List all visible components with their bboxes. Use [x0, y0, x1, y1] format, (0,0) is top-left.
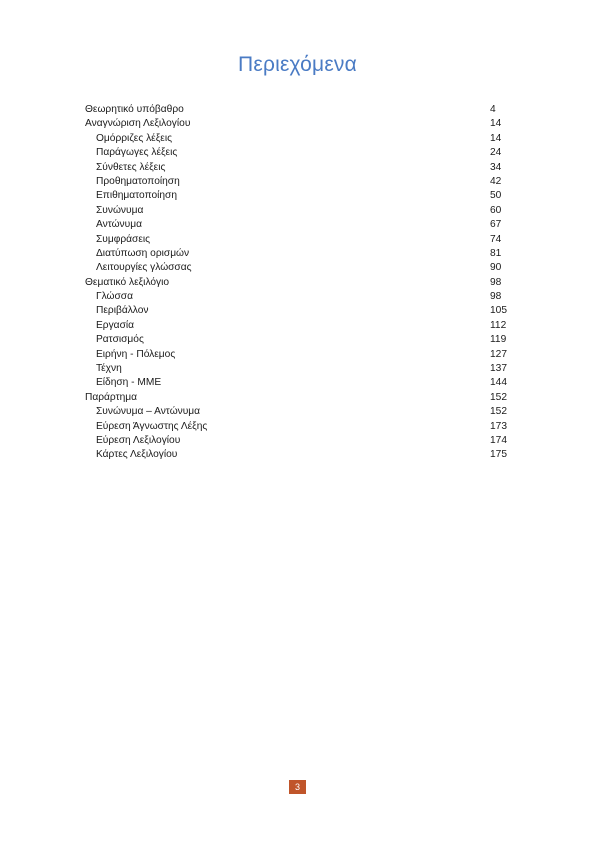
toc-entry-page: 175 — [490, 449, 507, 461]
toc-entry-label: Τέχνη — [96, 363, 122, 375]
toc-subentry[interactable] — [85, 405, 515, 419]
toc-entry-page: 90 — [490, 262, 502, 274]
table-of-contents — [85, 103, 515, 463]
toc-entry-label: Παράρτημα — [85, 391, 138, 403]
toc-subentry[interactable] — [85, 161, 515, 175]
toc-entry-label: Συνώνυμα – Αντώνυμα — [96, 406, 201, 418]
toc-entry[interactable] — [85, 117, 515, 131]
toc-entry-page: 14 — [490, 132, 502, 144]
toc-subentry[interactable] — [85, 448, 515, 462]
toc-entry-label: Θεματικό λεξιλόγιο — [85, 276, 170, 288]
toc-entry-page: 137 — [490, 363, 507, 375]
toc-entry-label: Εργασία — [96, 319, 135, 331]
toc-entry-page: 173 — [490, 420, 507, 432]
toc-entry-label: Περιβάλλον — [96, 305, 149, 317]
toc-subentry[interactable] — [85, 247, 515, 261]
toc-entry-label: Κάρτες Λεξιλογίου — [96, 449, 178, 461]
toc-entry-label: Λειτουργίες γλώσσας — [96, 262, 192, 274]
toc-subentry[interactable] — [85, 189, 515, 203]
toc-entry-page: 81 — [490, 247, 502, 259]
toc-subentry[interactable] — [85, 204, 515, 218]
toc-subentry[interactable] — [85, 261, 515, 275]
toc-entry-label: Παράγωγες λέξεις — [96, 147, 178, 159]
toc-subentry[interactable] — [85, 304, 515, 318]
toc-entry-page: 98 — [490, 291, 502, 303]
toc-entry-label: Συμφράσεις — [96, 233, 151, 245]
toc-entry-page: 50 — [490, 190, 502, 202]
toc-entry-label: Προθηματοποίηση — [96, 175, 180, 187]
toc-entry-page: 24 — [490, 147, 502, 159]
toc-entry-label: Ειρήνη - Πόλεμος — [96, 348, 176, 360]
toc-entry-label: Εύρεση Άγνωστης Λέξης — [96, 420, 208, 432]
toc-entry[interactable] — [85, 276, 515, 290]
toc-subentry[interactable] — [85, 175, 515, 189]
page-title: Περιεχόμενα — [238, 53, 357, 76]
toc-entry-label: Είδηση - ΜΜΕ — [96, 377, 162, 389]
toc-subentry[interactable] — [85, 434, 515, 448]
toc-entry-label: Αντώνυμα — [96, 219, 142, 231]
toc-entry[interactable] — [85, 391, 515, 405]
toc-entry-page: 98 — [490, 276, 502, 288]
toc-entry-label: Επιθηματοποίηση — [96, 190, 178, 202]
toc-entry-page: 4 — [490, 104, 496, 115]
toc-entry-page: 152 — [490, 406, 507, 418]
toc-entry-label: Ρατσισμός — [96, 334, 144, 346]
toc-entry-label: Γλώσσα — [96, 291, 133, 303]
toc-subentry[interactable] — [85, 218, 515, 232]
toc-entry-page: 67 — [490, 219, 502, 231]
toc-entry-label: Σύνθετες λέξεις — [96, 161, 166, 173]
toc-subentry[interactable] — [85, 290, 515, 304]
toc-subentry[interactable] — [85, 420, 515, 434]
toc-entry-page: 119 — [490, 334, 507, 346]
toc-entry-page: 34 — [490, 161, 502, 173]
toc-subentry[interactable] — [85, 362, 515, 376]
toc-entry-page: 105 — [490, 305, 507, 317]
toc-entry-label: Αναγνώριση Λεξιλογίου — [85, 118, 191, 130]
toc-subentry[interactable] — [85, 333, 515, 347]
toc-entry-page: 127 — [490, 348, 507, 360]
toc-entry-label: Εύρεση Λεξιλογίου — [96, 434, 181, 446]
toc-entry[interactable] — [85, 103, 515, 117]
toc-entry-label: Ομόρριζες λέξεις — [96, 132, 172, 144]
toc-entry-label: Διατύπωση ορισμών — [96, 247, 190, 259]
page-number-badge: 3 — [289, 780, 306, 794]
toc-entry-page: 152 — [490, 391, 507, 403]
toc-subentry[interactable] — [85, 132, 515, 146]
toc-subentry[interactable] — [85, 146, 515, 160]
toc-entry-label: Θεωρητικό υπόβαθρο — [85, 104, 184, 115]
toc-entry-page: 144 — [490, 377, 507, 389]
toc-entry-page: 112 — [490, 319, 507, 331]
toc-entry-page: 174 — [490, 434, 507, 446]
toc-entry-page: 74 — [490, 233, 502, 245]
toc-subentry[interactable] — [85, 233, 515, 247]
toc-subentry[interactable] — [85, 319, 515, 333]
toc-subentry[interactable] — [85, 376, 515, 390]
toc-entry-page: 14 — [490, 118, 502, 130]
toc-entry-page: 42 — [490, 175, 502, 187]
toc-subentry[interactable] — [85, 348, 515, 362]
toc-entry-page: 60 — [490, 204, 502, 216]
toc-entry-label: Συνώνυμα — [96, 204, 144, 216]
